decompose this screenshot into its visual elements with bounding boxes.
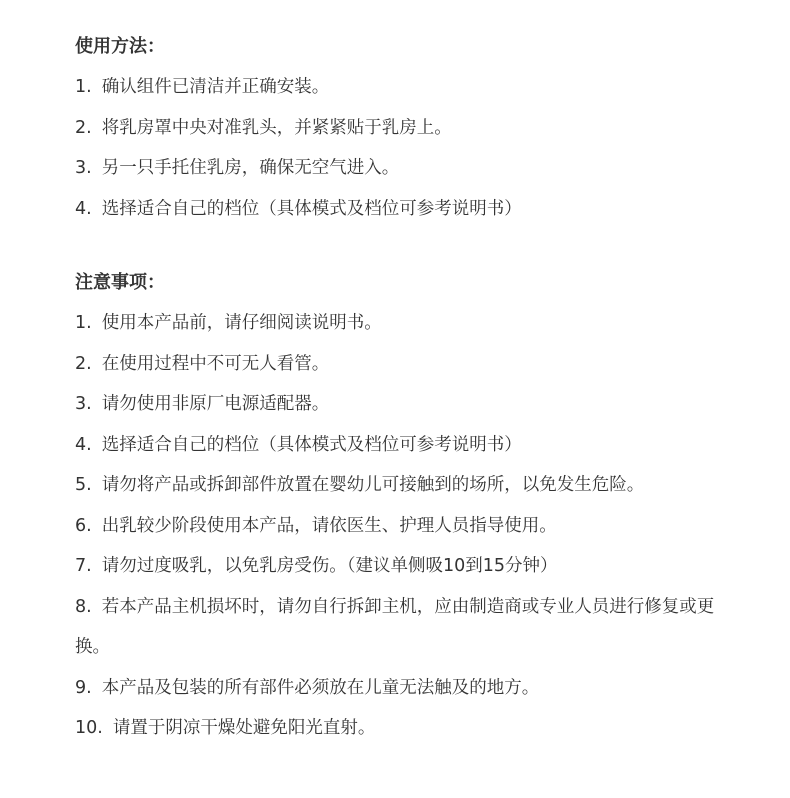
notes-item-4 [75,425,715,466]
usage-heading: 使用方法： [75,36,165,57]
notes-item-7 [75,546,715,587]
item-number: 9. [75,677,92,698]
item-text: 使用本产品前，请仔细阅读说明书。 [101,313,382,333]
usage-item-4 [75,189,715,230]
item-text: 在使用过程中不可无人看管。 [101,353,330,374]
item-number: 6. [75,515,92,536]
item-number: 2. [75,353,92,374]
item-text: 将乳房罩中央对准乳头，并紧紧贴于乳房上。 [101,117,452,138]
item-number: 8. [75,596,92,617]
item-text: 出乳较少阶段使用本产品，请依医生、护理人员指导使用。 [101,515,557,536]
notes-item-9 [75,668,715,709]
item-text: 请勿过度吸乳，以免乳房受伤。（建议单侧吸10到15分钟） [101,556,558,576]
item-text: 本产品及包装的所有部件必须放在儿童无法触及的地方。 [101,677,540,698]
usage-item-1 [75,67,715,108]
notes-item-1 [75,303,715,344]
notes-item-2 [75,344,715,385]
item-number: 7. [75,556,92,576]
item-text: 请勿将产品或拆卸部件放置在婴幼儿可接触到的场所，以免发生危险。 [101,475,645,495]
item-text: 请置于阴凉干燥处避免阳光直射。 [112,718,376,738]
item-text: 请勿使用非原厂电源适配器。 [101,394,330,414]
notes-item-5 [75,465,715,506]
item-text: 确认组件已清洁并正确安装。 [101,77,330,97]
item-number: 3. [75,158,92,178]
item-text: 选择适合自己的档位（具体模式及档位可参考说明书） [101,198,522,219]
item-text: 另一只手托住乳房，确保无空气进入。 [101,158,400,178]
item-text: 选择适合自己的档位（具体模式及档位可参考说明书） [101,434,522,455]
notes-item-8 [75,587,715,668]
usage-item-3 [75,148,715,189]
item-number: 4. [75,198,92,219]
notes-section [75,263,715,749]
item-number: 1. [75,313,92,333]
item-number: 1. [75,77,92,97]
usage-item-2 [75,108,715,149]
notes-heading: 注意事项： [75,272,165,293]
usage-section [75,27,715,229]
usage-list [75,67,715,229]
notes-item-10 [75,708,715,749]
item-number: 10. [75,718,103,738]
item-text: 若本产品主机损坏时，请勿自行拆卸主机，应由制造商或专业人员进行修复或更换。 [75,596,715,657]
item-number: 3. [75,394,92,414]
item-number: 2. [75,117,92,138]
notes-item-6 [75,506,715,547]
item-number: 4. [75,434,92,455]
notes-list [75,303,715,749]
notes-item-3 [75,384,715,425]
item-number: 5. [75,475,92,495]
